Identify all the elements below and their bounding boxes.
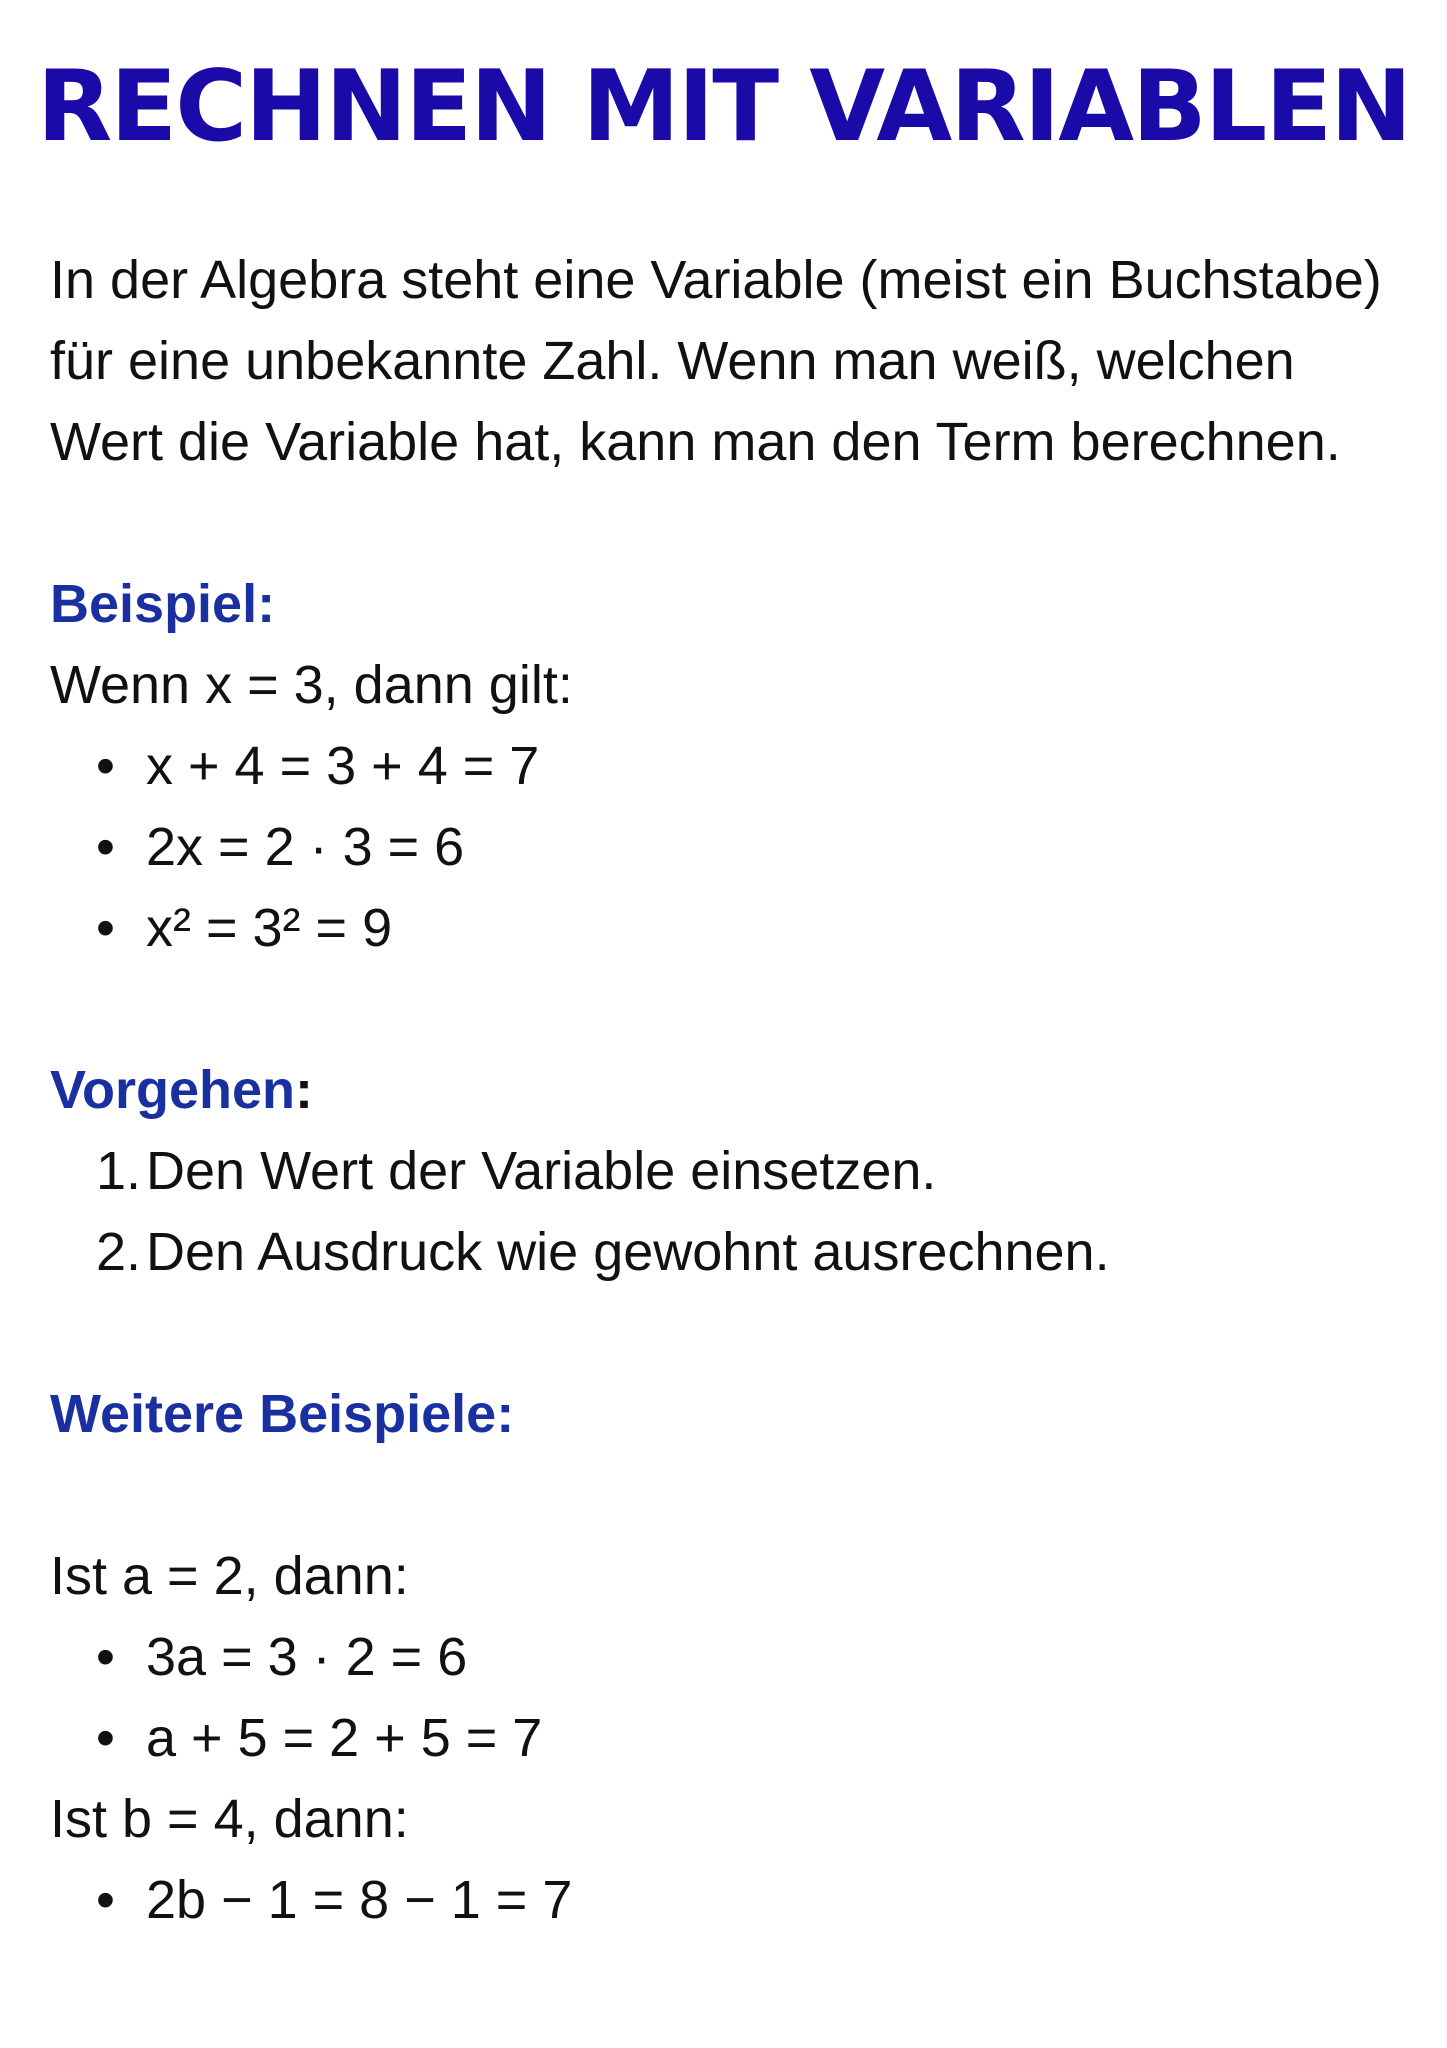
step-number: 1.	[96, 1141, 142, 1201]
section-heading-beispiel: Beispiel:	[50, 574, 276, 634]
example-condition: Wenn x = 3, dann gilt:	[50, 655, 573, 715]
list-item	[50, 1617, 1390, 1698]
step-number: 2.	[96, 1222, 142, 1282]
list-item-text: a + 5 = 2 + 5 = 7	[146, 1708, 543, 1768]
document-body	[50, 240, 1390, 1941]
list-item	[50, 1698, 1390, 1779]
spacer	[50, 483, 1390, 564]
intro-paragraph: In der Algebra steht eine Variable (meist ein Buchstabe) für eine unbekannte Zahl. Wenn man weiß, welchen Wert die Variable hat, kann man den Term berechnen.	[50, 250, 1382, 472]
section-heading-text: Vorgehen	[50, 1060, 296, 1120]
bullet-icon: •	[96, 736, 115, 796]
list-item	[50, 888, 1390, 969]
list-item-text: 2b − 1 = 8 − 1 = 7	[146, 1870, 573, 1930]
section-heading-weitere-beispiele: Weitere Beispiele:	[50, 1384, 515, 1444]
example-list	[50, 726, 1390, 969]
bullet-icon: •	[96, 898, 115, 958]
spacer	[50, 1455, 1390, 1536]
example-list	[50, 1860, 1390, 1941]
spacer	[50, 1293, 1390, 1374]
list-item	[50, 726, 1390, 807]
bullet-icon: •	[96, 817, 115, 877]
list-item	[50, 1860, 1390, 1941]
list-item-text: 2x = 2 · 3 = 6	[146, 817, 465, 877]
list-item	[50, 807, 1390, 888]
step-item	[50, 1131, 1390, 1212]
section-heading-vorgehen	[50, 1050, 1390, 1131]
bullet-icon: •	[96, 1870, 115, 1930]
example-list	[50, 1617, 1390, 1779]
bullet-icon: •	[96, 1627, 115, 1687]
list-item-text: x + 4 = 3 + 4 = 7	[146, 736, 540, 796]
spacer	[50, 969, 1390, 1050]
list-item-text: x² = 3² = 9	[146, 898, 393, 958]
steps-list	[50, 1131, 1390, 1293]
bullet-icon: •	[96, 1708, 115, 1768]
heading-colon: :	[295, 1060, 314, 1120]
step-text: Den Wert der Variable einsetzen.	[146, 1141, 937, 1201]
list-item-text: 3a = 3 · 2 = 6	[146, 1627, 468, 1687]
example-condition: Ist b = 4, dann:	[50, 1789, 409, 1849]
step-text: Den Ausdruck wie gewohnt ausrechnen.	[146, 1222, 1110, 1282]
step-item	[50, 1212, 1390, 1293]
example-condition: Ist a = 2, dann:	[50, 1546, 409, 1606]
page-title: RECHNEN MIT VARIABLEN	[36, 50, 1411, 164]
